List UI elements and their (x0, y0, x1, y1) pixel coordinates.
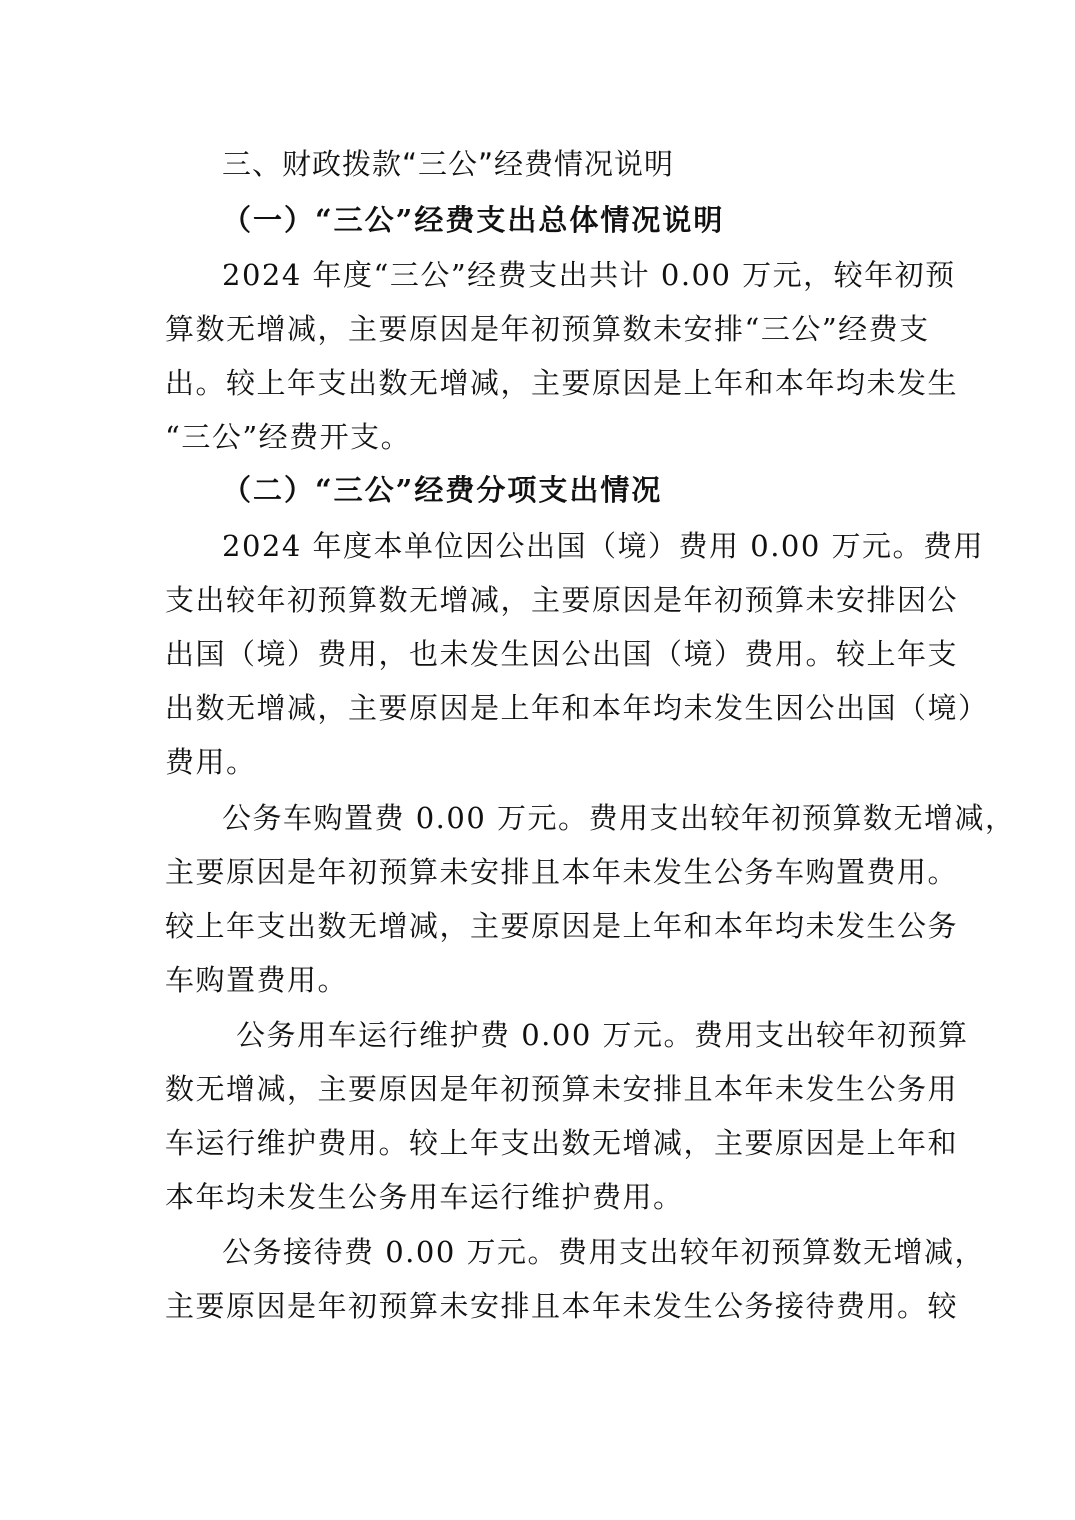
paragraph-line: 车购置费用。 (165, 963, 349, 997)
paragraph-line: 算数无增减，主要原因是年初预算数未安排“三公”经费支 (165, 312, 930, 346)
section-heading: 三、财政拨款“三公”经费情况说明 (222, 147, 675, 181)
paragraph-line: 数无增减，主要原因是年初预算未安排且本年未发生公务用 (165, 1072, 959, 1106)
paragraph-line: 出数无增减，主要原因是上年和本年均未发生因公出国（境） (165, 691, 989, 725)
paragraph-line: 公务车购置费 0.00 万元。费用支出较年初预算数无增减， (222, 801, 1016, 835)
paragraph-line: 本年均未发生公务用车运行维护费用。 (165, 1180, 684, 1214)
paragraph-line: 2024 年度“三公”经费支出共计 0.00 万元，较年初预 (222, 258, 956, 292)
paragraph-line: 出国（境）费用，也未发生因公出国（境）费用。较上年支 (165, 637, 959, 671)
paragraph-line: 主要原因是年初预算未安排且本年未发生公务接待费用。较 (165, 1289, 959, 1323)
paragraph-line: 公务接待费 0.00 万元。费用支出较年初预算数无增减， (222, 1235, 986, 1269)
subsection-heading-overall: （一）“三公”经费支出总体情况说明 (222, 203, 725, 237)
paragraph-line: 支出较年初预算数无增减，主要原因是年初预算未安排因公 (165, 583, 959, 617)
paragraph-line: 主要原因是年初预算未安排且本年未发生公务车购置费用。 (165, 855, 959, 889)
paragraph-line: 费用。 (165, 745, 257, 779)
paragraph-line: 公务用车运行维护费 0.00 万元。费用支出较年初预算 (236, 1018, 969, 1052)
paragraph-line: 出。较上年支出数无增减，主要原因是上年和本年均未发生 (165, 366, 959, 400)
paragraph-line: “三公”经费开支。 (165, 420, 412, 454)
subsection-heading-itemized: （二）“三公”经费分项支出情况 (222, 473, 663, 507)
paragraph-line: 2024 年度本单位因公出国（境）费用 0.00 万元。费用 (222, 529, 985, 563)
paragraph-line: 较上年支出数无增减，主要原因是上年和本年均未发生公务 (165, 909, 959, 943)
paragraph-line: 车运行维护费用。较上年支出数无增减，主要原因是上年和 (165, 1126, 959, 1160)
